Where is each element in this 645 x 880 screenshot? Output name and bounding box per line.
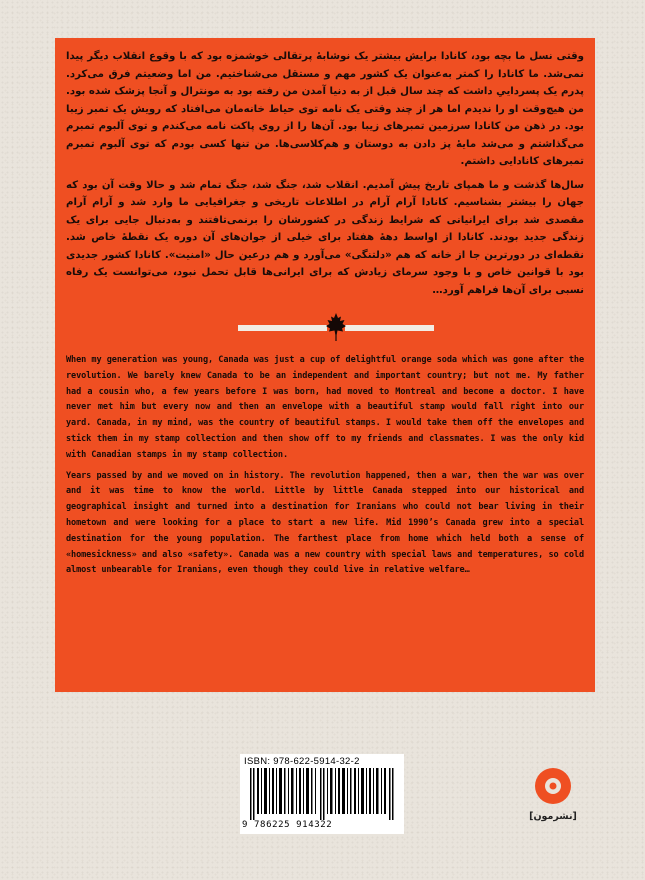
isbn-barcode <box>240 754 404 834</box>
persian-paragraph-2: سال‌ها گذشت و ما همپای تاریخ پیش آمدیم. انقلاب شد، جنگ شد، جنگ تمام شد و حالا وقت آن بود که جهان را بیشتر بشناسیم. کانادا آرام آرام در اطلاعات تاریخی و جغرافیایی ما وارد شد و آرام آرام مقصدی شد برای ایرانیانی که شرایط زندگی در کشورشان را برنمی‌تافتند و به‌دنبال جایی برای یک زندگی جدید بودند. کانادا از اواسط دههٔ هفتاد برای خیلی از جوان‌های آن دوره یک نقطهٔ خاص شد. نقطه‌ای در دورترین جا از خانه که هم «دلتنگی» می‌آورد و هم درعین حال «امنیت». کانادا کشور جدیدی بود با قوانین خاص و با وجود سرمای زیادش که برای ایرانی‌ها قابل تحمل نبود، می‌توانست یک رفاه نسبی برای آن‌ها فراهم آورد… <box>66 179 584 296</box>
persian-paragraph-1: وقتی نسل ما بچه بود، کانادا برایش بیشتر یک نوشابهٔ پرتقالی خوشمزه بود که با وقوع انقلاب دیگر پیدا نمی‌شد. ما کانادا را کمتر به‌عنوان یک کشور مهم و مستقل می‌شناختیم. من اما وضعیتم فرق می‌کرد. پدرم یک پسرداییِ داشت که چند سال قبل از به دنیا آمدن من رفته بود به مونترال و آنجا پزشک شده بود. من هیچ‌وقت او را ندیدم اما هر از چند وقتی یک نامه توی حیاط خانه‌مان می‌افتاد که رویش یک تمبر زیبا بود. در ذهن من کانادا سرزمین تمبرهای زیبا بود. آن‌ها را از روی پاکت نامه می‌کندم و توی آلبوم تمبرم می‌گذاشتم و می‌شد مایهٔ پز دادن به دوستان و هم‌کلاسی‌ها. من تنها کسی بودم که توی آلبوم تمبرم تمبرهای کانادایی داشتم. <box>66 51 584 167</box>
isbn-label: ISBN: 978-622-5914-32-2 <box>244 756 360 767</box>
back-cover-panel <box>55 38 595 692</box>
english-paragraph-1: When my generation was young, Canada was just a cup of delightful orange soda which was gone after the revolution. We barely knew Canada to be an independent and important country; but not me. My father had a cousin who, a few years before I was born, had moved to Montreal and become a doctor. I have never met him but every now and then an envelope with a beautiful stamp would fall right into our yard. Canada, in my mind, was the country of beautiful stamps. I would take them off the envelopes and stick them in my stamp collection and then show off to my friends and classmates. I was the only kid with Canadian stamps in my stamp collection. <box>66 355 584 460</box>
divider <box>66 305 584 345</box>
english-paragraph-2: Years passed by and we moved on in history. The revolution happened, then a war, then the war was over and it was time to know the world. Little by little Canada stepped into our historical and geographical insight and turned into a destination for Iranians who could not bear living in their hometown and were looking for a place to start a new life. Mid 1990’s Canada grew into a special destination for the young population. The farthest place from home which held both a sense of «homesickness» and also «safety». Canada was a new country with special laws and temperatures, so cold almost unbearable for Iranians, even though they could live in relative welfare… <box>66 470 584 576</box>
barcode-bars <box>250 768 396 820</box>
maple-leaf-icon <box>325 312 347 342</box>
publisher-logo-icon <box>533 766 573 806</box>
publisher-name: [نشرمون] <box>529 811 577 822</box>
barcode-digits: 9 786225 914322 <box>242 820 333 830</box>
